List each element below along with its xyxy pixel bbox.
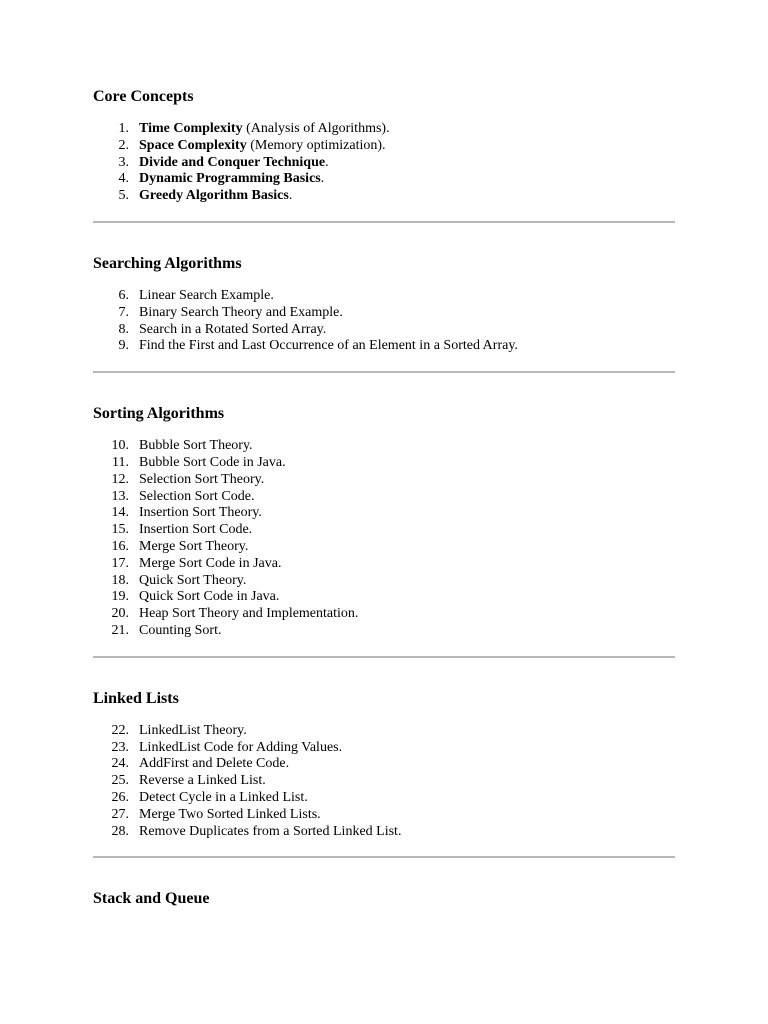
list-item bbox=[93, 573, 675, 590]
item-number: 7. bbox=[118, 304, 129, 320]
item-text: Detect Cycle in a Linked List. bbox=[139, 789, 308, 805]
item-number: 6. bbox=[118, 287, 129, 303]
list-item bbox=[93, 623, 675, 640]
section-searching-algorithms bbox=[93, 254, 675, 355]
item-text: (Memory optimization). bbox=[246, 137, 386, 153]
item-number: 22. bbox=[111, 722, 129, 738]
list-item bbox=[93, 322, 675, 339]
item-text: Bubble Sort Theory. bbox=[139, 438, 253, 454]
list-item bbox=[93, 824, 675, 841]
list-item bbox=[93, 455, 675, 472]
item-text: Selection Sort Theory. bbox=[139, 471, 265, 487]
item-number: 24. bbox=[111, 756, 129, 772]
list-item bbox=[93, 522, 675, 539]
item-number: 27. bbox=[111, 806, 129, 822]
list-item bbox=[93, 589, 675, 606]
list-item bbox=[93, 171, 675, 188]
item-number: 13. bbox=[111, 488, 129, 504]
item-number: 12. bbox=[111, 471, 129, 487]
section-title: Sorting Algorithms bbox=[93, 405, 225, 423]
section-title: Core Concepts bbox=[93, 88, 194, 105]
item-text: Quick Sort Code in Java. bbox=[139, 589, 280, 605]
list-item bbox=[93, 188, 675, 205]
list-item bbox=[93, 790, 675, 807]
item-number: 21. bbox=[111, 622, 129, 638]
item-number: 14. bbox=[111, 505, 129, 521]
item-number: 19. bbox=[111, 589, 129, 605]
item-text: Quick Sort Theory. bbox=[139, 572, 247, 588]
item-text: Insertion Sort Theory. bbox=[139, 505, 262, 521]
item-bold-text: Greedy Algorithm Basics bbox=[139, 188, 289, 204]
item-number: 23. bbox=[111, 739, 129, 755]
item-number: 10. bbox=[111, 438, 129, 454]
item-text: Selection Sort Code. bbox=[139, 488, 255, 504]
item-text: Binary Search Theory and Example. bbox=[139, 304, 343, 320]
item-number: 1. bbox=[118, 121, 129, 136]
item-text: . bbox=[288, 188, 293, 204]
item-text: Find the First and Last Occurrence of an Element in a Sorted Array. bbox=[139, 338, 518, 354]
item-number: 20. bbox=[111, 606, 129, 622]
item-number: 18. bbox=[111, 572, 129, 588]
item-bold-text: Dynamic Programming Basics bbox=[139, 171, 321, 187]
section-core-concepts bbox=[93, 87, 675, 205]
item-text: (Analysis of Algorithms). bbox=[242, 121, 390, 136]
item-text: Bubble Sort Code in Java. bbox=[139, 454, 286, 470]
item-text: Reverse a Linked List. bbox=[139, 773, 266, 789]
section-title: Linked Lists bbox=[93, 689, 179, 707]
item-number: 28. bbox=[111, 823, 129, 839]
list-item bbox=[93, 505, 675, 522]
item-number: 3. bbox=[118, 154, 129, 170]
item-text: LinkedList Theory. bbox=[139, 722, 247, 738]
list-item bbox=[93, 807, 675, 824]
item-number: 11. bbox=[112, 454, 129, 470]
section-sorting-algorithms bbox=[93, 404, 675, 640]
item-text: LinkedList Code for Adding Values. bbox=[139, 739, 343, 755]
section-stack-and-queue bbox=[93, 889, 675, 909]
list-item bbox=[93, 138, 675, 155]
item-text: Remove Duplicates from a Sorted Linked List. bbox=[139, 823, 402, 839]
list-item bbox=[93, 489, 675, 506]
list-item bbox=[93, 539, 675, 556]
section-linked-lists bbox=[93, 689, 675, 841]
item-text: Search in a Rotated Sorted Array. bbox=[139, 321, 327, 337]
document-page bbox=[93, 87, 675, 909]
item-text: Insertion Sort Code. bbox=[139, 522, 253, 538]
item-number: 17. bbox=[111, 555, 129, 571]
item-text: . bbox=[320, 171, 325, 187]
item-text: Counting Sort. bbox=[139, 622, 222, 638]
list-item bbox=[93, 556, 675, 573]
list-item bbox=[93, 288, 675, 305]
item-number: 5. bbox=[118, 188, 129, 204]
list-item bbox=[93, 155, 675, 172]
item-bold-text: Divide and Conquer Technique bbox=[139, 154, 326, 170]
topic-list bbox=[93, 438, 675, 640]
item-number: 15. bbox=[111, 522, 129, 538]
item-text: Heap Sort Theory and Implementation. bbox=[139, 606, 359, 622]
item-text: Linear Search Example. bbox=[139, 287, 274, 303]
item-bold-text: Time Complexity bbox=[139, 121, 243, 136]
section-title: Searching Algorithms bbox=[93, 254, 242, 272]
topic-list bbox=[93, 288, 675, 355]
item-number: 9. bbox=[118, 338, 129, 354]
list-item bbox=[93, 305, 675, 322]
list-item bbox=[93, 472, 675, 489]
item-text: . bbox=[325, 154, 329, 170]
list-item bbox=[93, 606, 675, 623]
list-item bbox=[93, 723, 675, 740]
item-text: Merge Sort Code in Java. bbox=[139, 555, 282, 571]
topic-list bbox=[93, 121, 675, 205]
list-item bbox=[93, 438, 675, 455]
item-text: Merge Sort Theory. bbox=[139, 538, 249, 554]
item-number: 26. bbox=[111, 789, 129, 805]
item-number: 2. bbox=[118, 137, 129, 153]
item-text: AddFirst and Delete Code. bbox=[139, 756, 290, 772]
item-number: 25. bbox=[111, 773, 129, 789]
item-text: Merge Two Sorted Linked Lists. bbox=[139, 806, 321, 822]
item-number: 8. bbox=[118, 321, 129, 337]
list-item bbox=[93, 756, 675, 773]
topic-list bbox=[93, 723, 675, 841]
list-item bbox=[93, 338, 675, 355]
list-item bbox=[93, 740, 675, 757]
list-item bbox=[93, 773, 675, 790]
item-number: 16. bbox=[111, 538, 129, 554]
list-item bbox=[93, 121, 675, 138]
section-title: Stack and Queue bbox=[93, 890, 210, 908]
item-bold-text: Space Complexity bbox=[139, 137, 247, 153]
item-number: 4. bbox=[118, 171, 129, 187]
